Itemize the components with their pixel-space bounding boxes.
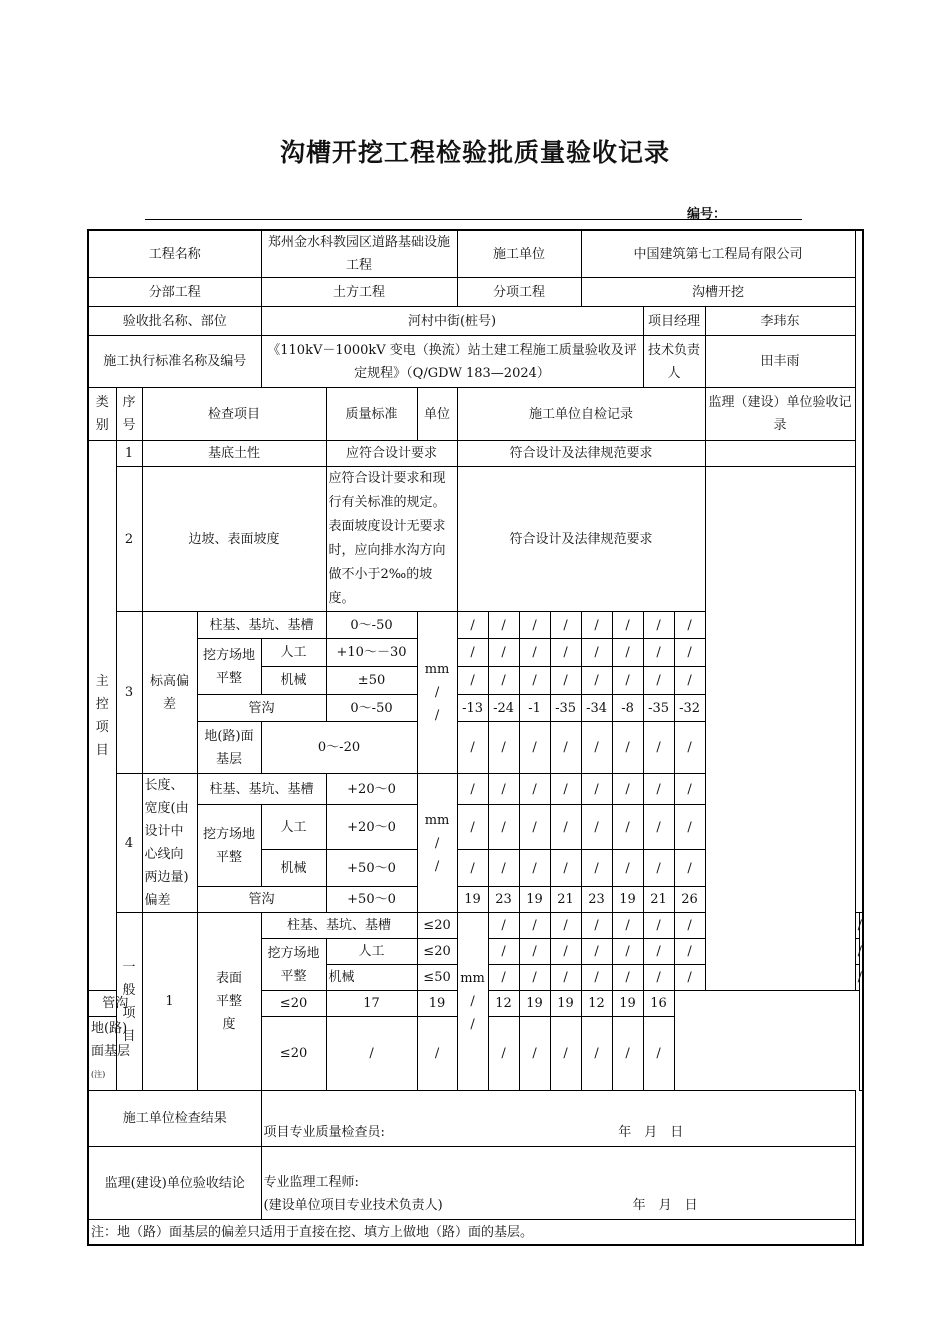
table-cell: -8 bbox=[612, 695, 643, 722]
batch-value: 河村中街(桩号) bbox=[261, 307, 643, 336]
table-cell: / bbox=[550, 612, 581, 639]
table-cell: / bbox=[855, 939, 859, 965]
table-cell: 19 bbox=[612, 887, 643, 913]
table-cell: 柱基、基坑、基槽 bbox=[261, 913, 417, 939]
table-cell: +10～－30 bbox=[326, 639, 417, 667]
contractor-date: 年 月 日 bbox=[618, 1125, 684, 1141]
table-cell: ≤20 bbox=[261, 991, 326, 1017]
table-cell: / bbox=[457, 612, 488, 639]
supervisor-cell bbox=[705, 441, 855, 467]
table-cell: 机械 bbox=[261, 850, 326, 887]
note-row bbox=[88, 1220, 863, 1245]
table-cell: 标高偏差 bbox=[142, 612, 197, 774]
table-cell: 人工 bbox=[261, 805, 326, 850]
table-row bbox=[88, 441, 863, 467]
table-cell: / bbox=[612, 639, 643, 667]
table-cell: 19 bbox=[550, 991, 581, 1017]
table-cell: 23 bbox=[488, 887, 519, 913]
table-cell: / bbox=[417, 1017, 457, 1091]
contractor-result-row bbox=[88, 1091, 863, 1147]
table-cell: / bbox=[550, 850, 581, 887]
table-cell: 挖方场地平整 bbox=[197, 639, 261, 695]
table-cell: / bbox=[488, 667, 519, 695]
table-cell: 机械 bbox=[326, 965, 417, 991]
column-header-row bbox=[88, 388, 863, 441]
table-cell: 3 bbox=[116, 612, 142, 774]
table-cell: / bbox=[581, 1017, 612, 1091]
page-title: 沟槽开挖工程检验批质量验收记录 bbox=[279, 138, 670, 167]
supervisor-cell bbox=[705, 467, 855, 991]
table-cell: / bbox=[674, 612, 705, 639]
table-cell: 19 bbox=[417, 991, 457, 1017]
table-cell: / bbox=[488, 913, 519, 939]
table-cell: / bbox=[581, 913, 612, 939]
table-cell: 16 bbox=[643, 991, 674, 1017]
table-cell: / bbox=[674, 913, 705, 939]
table-cell: 管沟 bbox=[88, 991, 142, 1017]
table-cell: 机械 bbox=[261, 667, 326, 695]
table-cell: / bbox=[612, 774, 643, 805]
table-cell: 符合设计及法律规范要求 bbox=[457, 467, 705, 612]
table-cell: / bbox=[855, 965, 859, 991]
serial-number-label: 编号： bbox=[687, 207, 727, 222]
table-cell: / bbox=[643, 1017, 674, 1091]
table-cell: / bbox=[326, 1017, 417, 1091]
table-cell: -32 bbox=[674, 695, 705, 722]
table-cell: 19 bbox=[457, 887, 488, 913]
table-cell: / bbox=[612, 965, 643, 991]
table-cell: / bbox=[488, 612, 519, 639]
table-cell: / bbox=[488, 939, 519, 965]
table-cell: / bbox=[581, 667, 612, 695]
table-cell: 边坡、表面坡度 bbox=[142, 467, 326, 612]
header-row-project bbox=[88, 230, 863, 278]
table-cell: / bbox=[674, 667, 705, 695]
table-cell: +20～0 bbox=[326, 805, 417, 850]
table-cell: / bbox=[519, 722, 550, 774]
table-cell: -35 bbox=[643, 695, 674, 722]
division-value: 土方工程 bbox=[261, 278, 457, 307]
project-name-value: 郑州金水科教园区道路基础设施工程 bbox=[261, 230, 457, 278]
table-cell: / bbox=[457, 805, 488, 850]
table-cell: 1 bbox=[116, 441, 142, 467]
table-cell: / bbox=[550, 722, 581, 774]
table-cell: 管沟 bbox=[197, 695, 326, 722]
contractor-value: 中国建筑第七工程局有限公司 bbox=[581, 230, 855, 278]
table-cell: ≤20 bbox=[261, 1017, 326, 1091]
table-cell: 符合设计及法律规范要求 bbox=[457, 441, 705, 467]
table-cell: / bbox=[612, 667, 643, 695]
table-cell: / bbox=[519, 939, 550, 965]
table-cell: 应符合设计要求 bbox=[326, 441, 457, 467]
table-cell: / bbox=[643, 913, 674, 939]
table-cell: / bbox=[519, 667, 550, 695]
table-cell: 23 bbox=[581, 887, 612, 913]
table-cell: / bbox=[674, 939, 705, 965]
table-cell: / bbox=[488, 774, 519, 805]
table-cell: / bbox=[488, 722, 519, 774]
tech-lead-label: 技术负责人 bbox=[643, 336, 705, 388]
table-cell: ≤20 bbox=[417, 913, 457, 939]
table-cell: / bbox=[612, 939, 643, 965]
table-cell: / bbox=[581, 722, 612, 774]
table-cell: 12 bbox=[488, 991, 519, 1017]
table-cell: / bbox=[457, 774, 488, 805]
table-cell: 应符合设计要求和现行有关标准的规定。表面坡度设计无要求时，应向排水沟方向做不小于2‰的坡度。 bbox=[326, 467, 457, 612]
table-cell: ±50 bbox=[326, 667, 417, 695]
col-supervisor: 监理（建设）单位验收记录 bbox=[705, 388, 855, 441]
table-cell: 基底土性 bbox=[142, 441, 326, 467]
table-cell: / bbox=[612, 913, 643, 939]
header-row-batch bbox=[88, 307, 863, 336]
table-cell: 21 bbox=[550, 887, 581, 913]
table-cell: 17 bbox=[326, 991, 417, 1017]
table-cell: / bbox=[488, 965, 519, 991]
unit-cell: mm / / bbox=[417, 774, 457, 913]
table-cell: / bbox=[674, 722, 705, 774]
table-cell: / bbox=[550, 667, 581, 695]
batch-label: 验收批名称、部位 bbox=[88, 307, 261, 336]
table-cell: / bbox=[643, 722, 674, 774]
table-cell: / bbox=[674, 965, 705, 991]
table-cell: / bbox=[519, 913, 550, 939]
contractor-result-label: 施工单位检查结果 bbox=[88, 1091, 261, 1147]
table-cell: / bbox=[550, 805, 581, 850]
standard-label: 施工执行标准名称及编号 bbox=[88, 336, 261, 388]
table-cell: 0～-20 bbox=[261, 722, 417, 774]
table-cell: / bbox=[581, 850, 612, 887]
col-unit: 单位 bbox=[417, 388, 457, 441]
table-cell: / bbox=[612, 1017, 643, 1091]
table-cell: / bbox=[550, 939, 581, 965]
table-cell: 挖方场地平整 bbox=[261, 939, 326, 991]
table-cell bbox=[261, 1147, 855, 1220]
supervisor-engineer-label: 专业监理工程师: bbox=[263, 1175, 359, 1191]
serial-number-line bbox=[145, 219, 802, 220]
table-cell: 21 bbox=[643, 887, 674, 913]
footnote: 注：地（路）面基层的偏差只适用于直接在挖、填方上做地（路）面的基层。 bbox=[88, 1220, 855, 1245]
col-category: 类别 bbox=[88, 388, 116, 441]
table-cell: 2 bbox=[116, 467, 142, 612]
standard-value: 《110kV－1000kV 变电（换流）站土建工程施工质量验收及评定规程》（Q/GDW 183—2024） bbox=[261, 336, 643, 388]
table-cell: / bbox=[643, 939, 674, 965]
table-cell: -1 bbox=[519, 695, 550, 722]
project-name-label: 工程名称 bbox=[88, 230, 261, 278]
table-cell: / bbox=[674, 805, 705, 850]
inspector-label: 项目专业质量检查员: bbox=[263, 1125, 385, 1141]
table-cell: / bbox=[674, 639, 705, 667]
table-cell: +20～0 bbox=[326, 774, 417, 805]
table-cell: +50～0 bbox=[326, 850, 417, 887]
col-item: 检查项目 bbox=[142, 388, 326, 441]
general-items-label: 一般项目 bbox=[116, 913, 142, 1091]
supervisor-result-label: 监理(建设)单位验收结论 bbox=[88, 1147, 261, 1220]
subdivision-value: 沟槽开挖 bbox=[581, 278, 855, 307]
table-cell: / bbox=[488, 805, 519, 850]
table-cell: / bbox=[581, 774, 612, 805]
col-self-check: 施工单位自检记录 bbox=[457, 388, 705, 441]
division-label: 分部工程 bbox=[88, 278, 261, 307]
table-cell: / bbox=[581, 965, 612, 991]
table-cell: 0～-50 bbox=[326, 612, 417, 639]
table-row bbox=[88, 467, 863, 612]
table-cell: / bbox=[674, 850, 705, 887]
col-seq: 序号 bbox=[116, 388, 142, 441]
table-cell: 1 bbox=[142, 913, 197, 1091]
table-cell: / bbox=[550, 913, 581, 939]
supervisor-date: 年 月 日 bbox=[632, 1198, 698, 1214]
table-cell: 地(路)面基层$^{(注)}$ bbox=[88, 1017, 142, 1091]
table-cell: +50～0 bbox=[326, 887, 417, 913]
table-cell: / bbox=[581, 805, 612, 850]
table-cell: / bbox=[643, 965, 674, 991]
table-cell: ≤50 bbox=[417, 965, 457, 991]
table-cell: / bbox=[550, 639, 581, 667]
table-cell: / bbox=[488, 1017, 519, 1091]
table-cell: / bbox=[674, 774, 705, 805]
table-cell: / bbox=[519, 805, 550, 850]
table-cell: / bbox=[581, 612, 612, 639]
table-cell: / bbox=[612, 805, 643, 850]
table-cell: 26 bbox=[674, 887, 705, 913]
table-cell: 19 bbox=[519, 887, 550, 913]
table-cell: / bbox=[612, 722, 643, 774]
owner-tech-label: (建设单位项目专业技术负责人) bbox=[263, 1198, 443, 1214]
table-cell: 长度、宽度(由设计中心线向两边量)偏差 bbox=[142, 774, 197, 913]
project-manager-value: 李玮东 bbox=[705, 307, 855, 336]
table-cell: / bbox=[550, 774, 581, 805]
table-cell: / bbox=[643, 612, 674, 639]
table-cell: -34 bbox=[581, 695, 612, 722]
table-cell: / bbox=[457, 667, 488, 695]
table-cell: ≤20 bbox=[417, 939, 457, 965]
table-cell: / bbox=[581, 939, 612, 965]
table-cell: / bbox=[519, 774, 550, 805]
main-items-label: 主控项目 bbox=[88, 441, 116, 991]
table-cell bbox=[261, 1091, 855, 1147]
table-cell: 管沟 bbox=[197, 887, 326, 913]
table-cell: 4 bbox=[116, 774, 142, 913]
table-cell: 人工 bbox=[326, 939, 417, 965]
table-cell: 19 bbox=[612, 991, 643, 1017]
table-cell: / bbox=[612, 612, 643, 639]
table-cell: 19 bbox=[519, 991, 550, 1017]
table-cell: / bbox=[488, 639, 519, 667]
table-cell: / bbox=[643, 667, 674, 695]
table-cell: / bbox=[519, 612, 550, 639]
table-cell: 0～-50 bbox=[326, 695, 417, 722]
table-cell: -24 bbox=[488, 695, 519, 722]
table-cell: 挖方场地平整 bbox=[197, 805, 261, 887]
table-cell: / bbox=[612, 850, 643, 887]
header-row-division bbox=[88, 278, 863, 307]
table-cell: / bbox=[457, 850, 488, 887]
inspection-form-table bbox=[87, 229, 864, 1246]
table-cell: / bbox=[643, 850, 674, 887]
table-cell: / bbox=[488, 850, 519, 887]
table-cell: 地(路)面基层 bbox=[197, 722, 261, 774]
col-standard: 质量标准 bbox=[326, 388, 417, 441]
table-cell: -35 bbox=[550, 695, 581, 722]
table-cell: / bbox=[550, 1017, 581, 1091]
table-cell: 12 bbox=[581, 991, 612, 1017]
table-cell: / bbox=[581, 639, 612, 667]
table-cell: / bbox=[519, 1017, 550, 1091]
table-cell: / bbox=[643, 774, 674, 805]
tech-lead-value: 田丰雨 bbox=[705, 336, 855, 388]
project-manager-label: 项目经理 bbox=[643, 307, 705, 336]
table-cell: / bbox=[519, 850, 550, 887]
table-cell: / bbox=[643, 639, 674, 667]
subdivision-label: 分项工程 bbox=[457, 278, 581, 307]
unit-cell: mm / / bbox=[457, 913, 488, 1091]
table-cell: 人工 bbox=[261, 639, 326, 667]
table-cell: -13 bbox=[457, 695, 488, 722]
unit-cell: mm / / bbox=[417, 612, 457, 774]
contractor-label: 施工单位 bbox=[457, 230, 581, 278]
table-cell: / bbox=[643, 805, 674, 850]
table-cell: 表面平整度 bbox=[197, 913, 261, 1091]
table-cell: / bbox=[855, 913, 859, 939]
header-row-standard bbox=[88, 336, 863, 388]
table-cell: / bbox=[457, 639, 488, 667]
table-cell: / bbox=[519, 965, 550, 991]
table-cell: 柱基、基坑、基槽 bbox=[197, 612, 326, 639]
supervisor-result-row bbox=[88, 1147, 863, 1220]
table-cell: / bbox=[457, 722, 488, 774]
table-cell: / bbox=[519, 639, 550, 667]
table-cell: 柱基、基坑、基槽 bbox=[197, 774, 326, 805]
table-cell: / bbox=[550, 965, 581, 991]
